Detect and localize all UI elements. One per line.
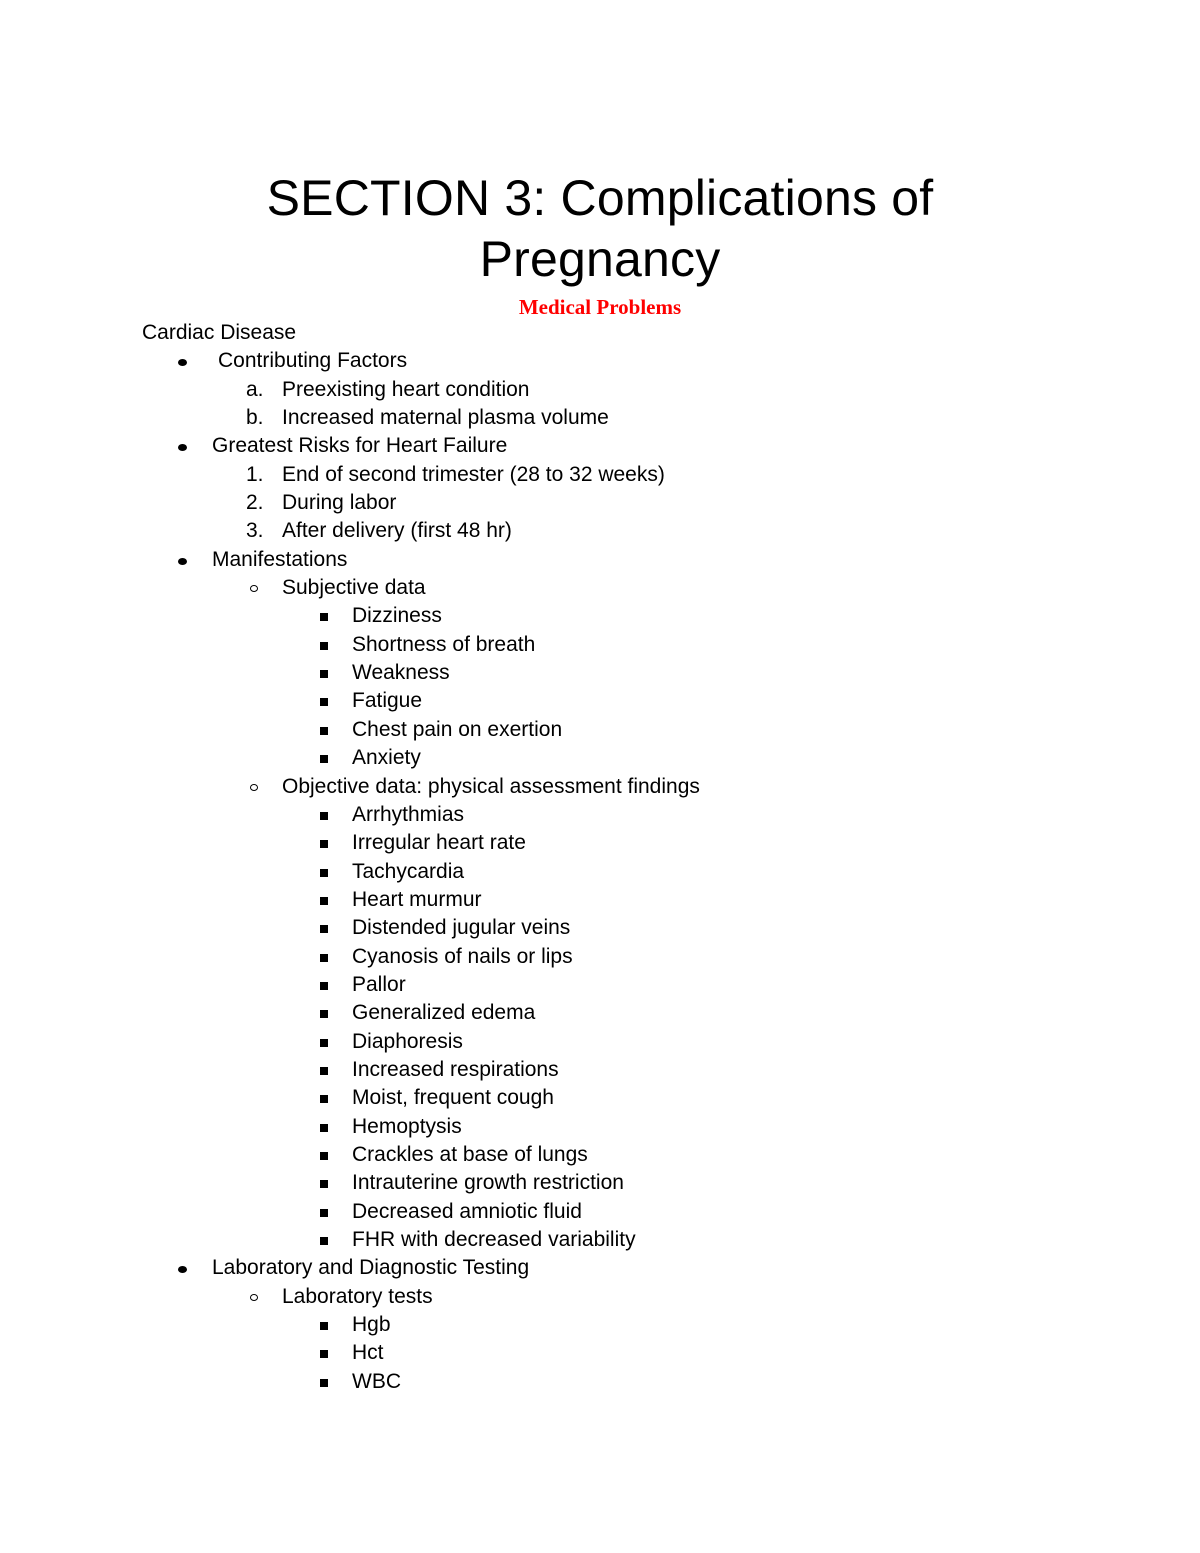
item-text: Moist, frequent cough (352, 1086, 554, 1110)
item-text: Greatest Risks for Heart Failure (212, 434, 508, 458)
item-text: Shortness of breath (352, 632, 536, 656)
item-text: Cyanosis of nails or lips (352, 944, 573, 968)
item-text: Intrauterine growth restriction (352, 1171, 624, 1195)
item-text: Chest pain on exertion (352, 717, 563, 741)
bullet-dot-icon (178, 359, 187, 366)
item-text: Preexisting heart condition (282, 377, 530, 401)
bullet-circle-icon (250, 784, 258, 791)
bullet-square-icon (320, 925, 328, 933)
bullet-square-icon (320, 727, 328, 735)
bullet-square-icon (320, 1124, 328, 1132)
bullet-square-icon (320, 613, 328, 621)
item-text: Irregular heart rate (352, 831, 526, 855)
section-subtitle: Medical Problems (518, 295, 682, 319)
item-text: Diaphoresis (352, 1029, 463, 1053)
bullet-square-icon (320, 1180, 328, 1188)
item-text: During labor (282, 491, 397, 515)
item-text: Weakness (352, 661, 450, 685)
item-text: Decreased amniotic fluid (352, 1199, 582, 1223)
item-text: Hct (352, 1341, 384, 1365)
bullet-square-icon (320, 642, 328, 650)
title-line-1: SECTION 3: Complications of (266, 170, 934, 226)
bullet-square-icon (320, 670, 328, 678)
item-text: Contributing Factors (218, 349, 408, 373)
page-title (0, 168, 1200, 290)
list-marker: 3. (246, 519, 264, 543)
bullet-square-icon (320, 1067, 328, 1075)
item-text: Manifestations (212, 547, 348, 571)
heading-text: Cardiac Disease (142, 321, 297, 344)
item-text: Subjective data (282, 576, 426, 600)
bullet-square-icon (320, 982, 328, 990)
bullet-square-icon (320, 812, 328, 820)
bullet-square-icon (320, 1379, 328, 1387)
list-marker: b. (246, 406, 264, 430)
item-text: Increased maternal plasma volume (282, 406, 609, 430)
bullet-square-icon (320, 1152, 328, 1160)
bullet-dot-icon (178, 1266, 187, 1273)
bullet-square-icon (320, 698, 328, 706)
item-text: Objective data: physical assessment findings (282, 774, 700, 798)
item-text: Laboratory tests (282, 1284, 433, 1308)
list-marker: a. (246, 377, 264, 401)
item-text: Fatigue (352, 689, 423, 713)
item-text: Distended jugular veins (352, 916, 571, 940)
bullet-square-icon (320, 1209, 328, 1217)
bullet-circle-icon (250, 585, 258, 592)
item-text: Hgb (352, 1313, 391, 1337)
bullet-square-icon (320, 840, 328, 848)
bullet-dot-icon (178, 444, 187, 451)
item-text: WBC (352, 1369, 401, 1393)
item-text: FHR with decreased variability (352, 1228, 636, 1251)
item-text: Anxiety (352, 746, 421, 770)
bullet-square-icon (320, 1350, 328, 1358)
bullet-square-icon (320, 755, 328, 763)
bullet-square-icon (320, 869, 328, 877)
title-line-2: Pregnancy (479, 231, 721, 287)
item-text: Laboratory and Diagnostic Testing (212, 1256, 530, 1280)
item-text: After delivery (first 48 hr) (282, 519, 512, 543)
item-text: Tachycardia (352, 859, 465, 883)
list-marker: 1. (246, 462, 264, 486)
item-text: End of second trimester (28 to 32 weeks) (282, 462, 665, 486)
bullet-square-icon (320, 1237, 328, 1245)
bullet-square-icon (320, 1322, 328, 1330)
bullet-square-icon (320, 1039, 328, 1047)
item-text: Generalized edema (352, 1001, 536, 1025)
bullet-square-icon (320, 1095, 328, 1103)
item-text: Heart murmur (352, 887, 482, 911)
item-text: Crackles at base of lungs (352, 1142, 588, 1166)
item-text: Hemoptysis (352, 1114, 462, 1138)
bullet-circle-icon (250, 1294, 258, 1301)
bullet-square-icon (320, 954, 328, 962)
item-text: Increased respirations (352, 1057, 559, 1081)
item-text: Arrhythmias (352, 802, 465, 826)
bullet-dot-icon (178, 558, 187, 565)
list-marker: 2. (246, 491, 264, 515)
item-text: Pallor (352, 972, 406, 996)
item-text: Dizziness (352, 604, 442, 628)
bullet-square-icon (320, 897, 328, 905)
bullet-square-icon (320, 1010, 328, 1018)
